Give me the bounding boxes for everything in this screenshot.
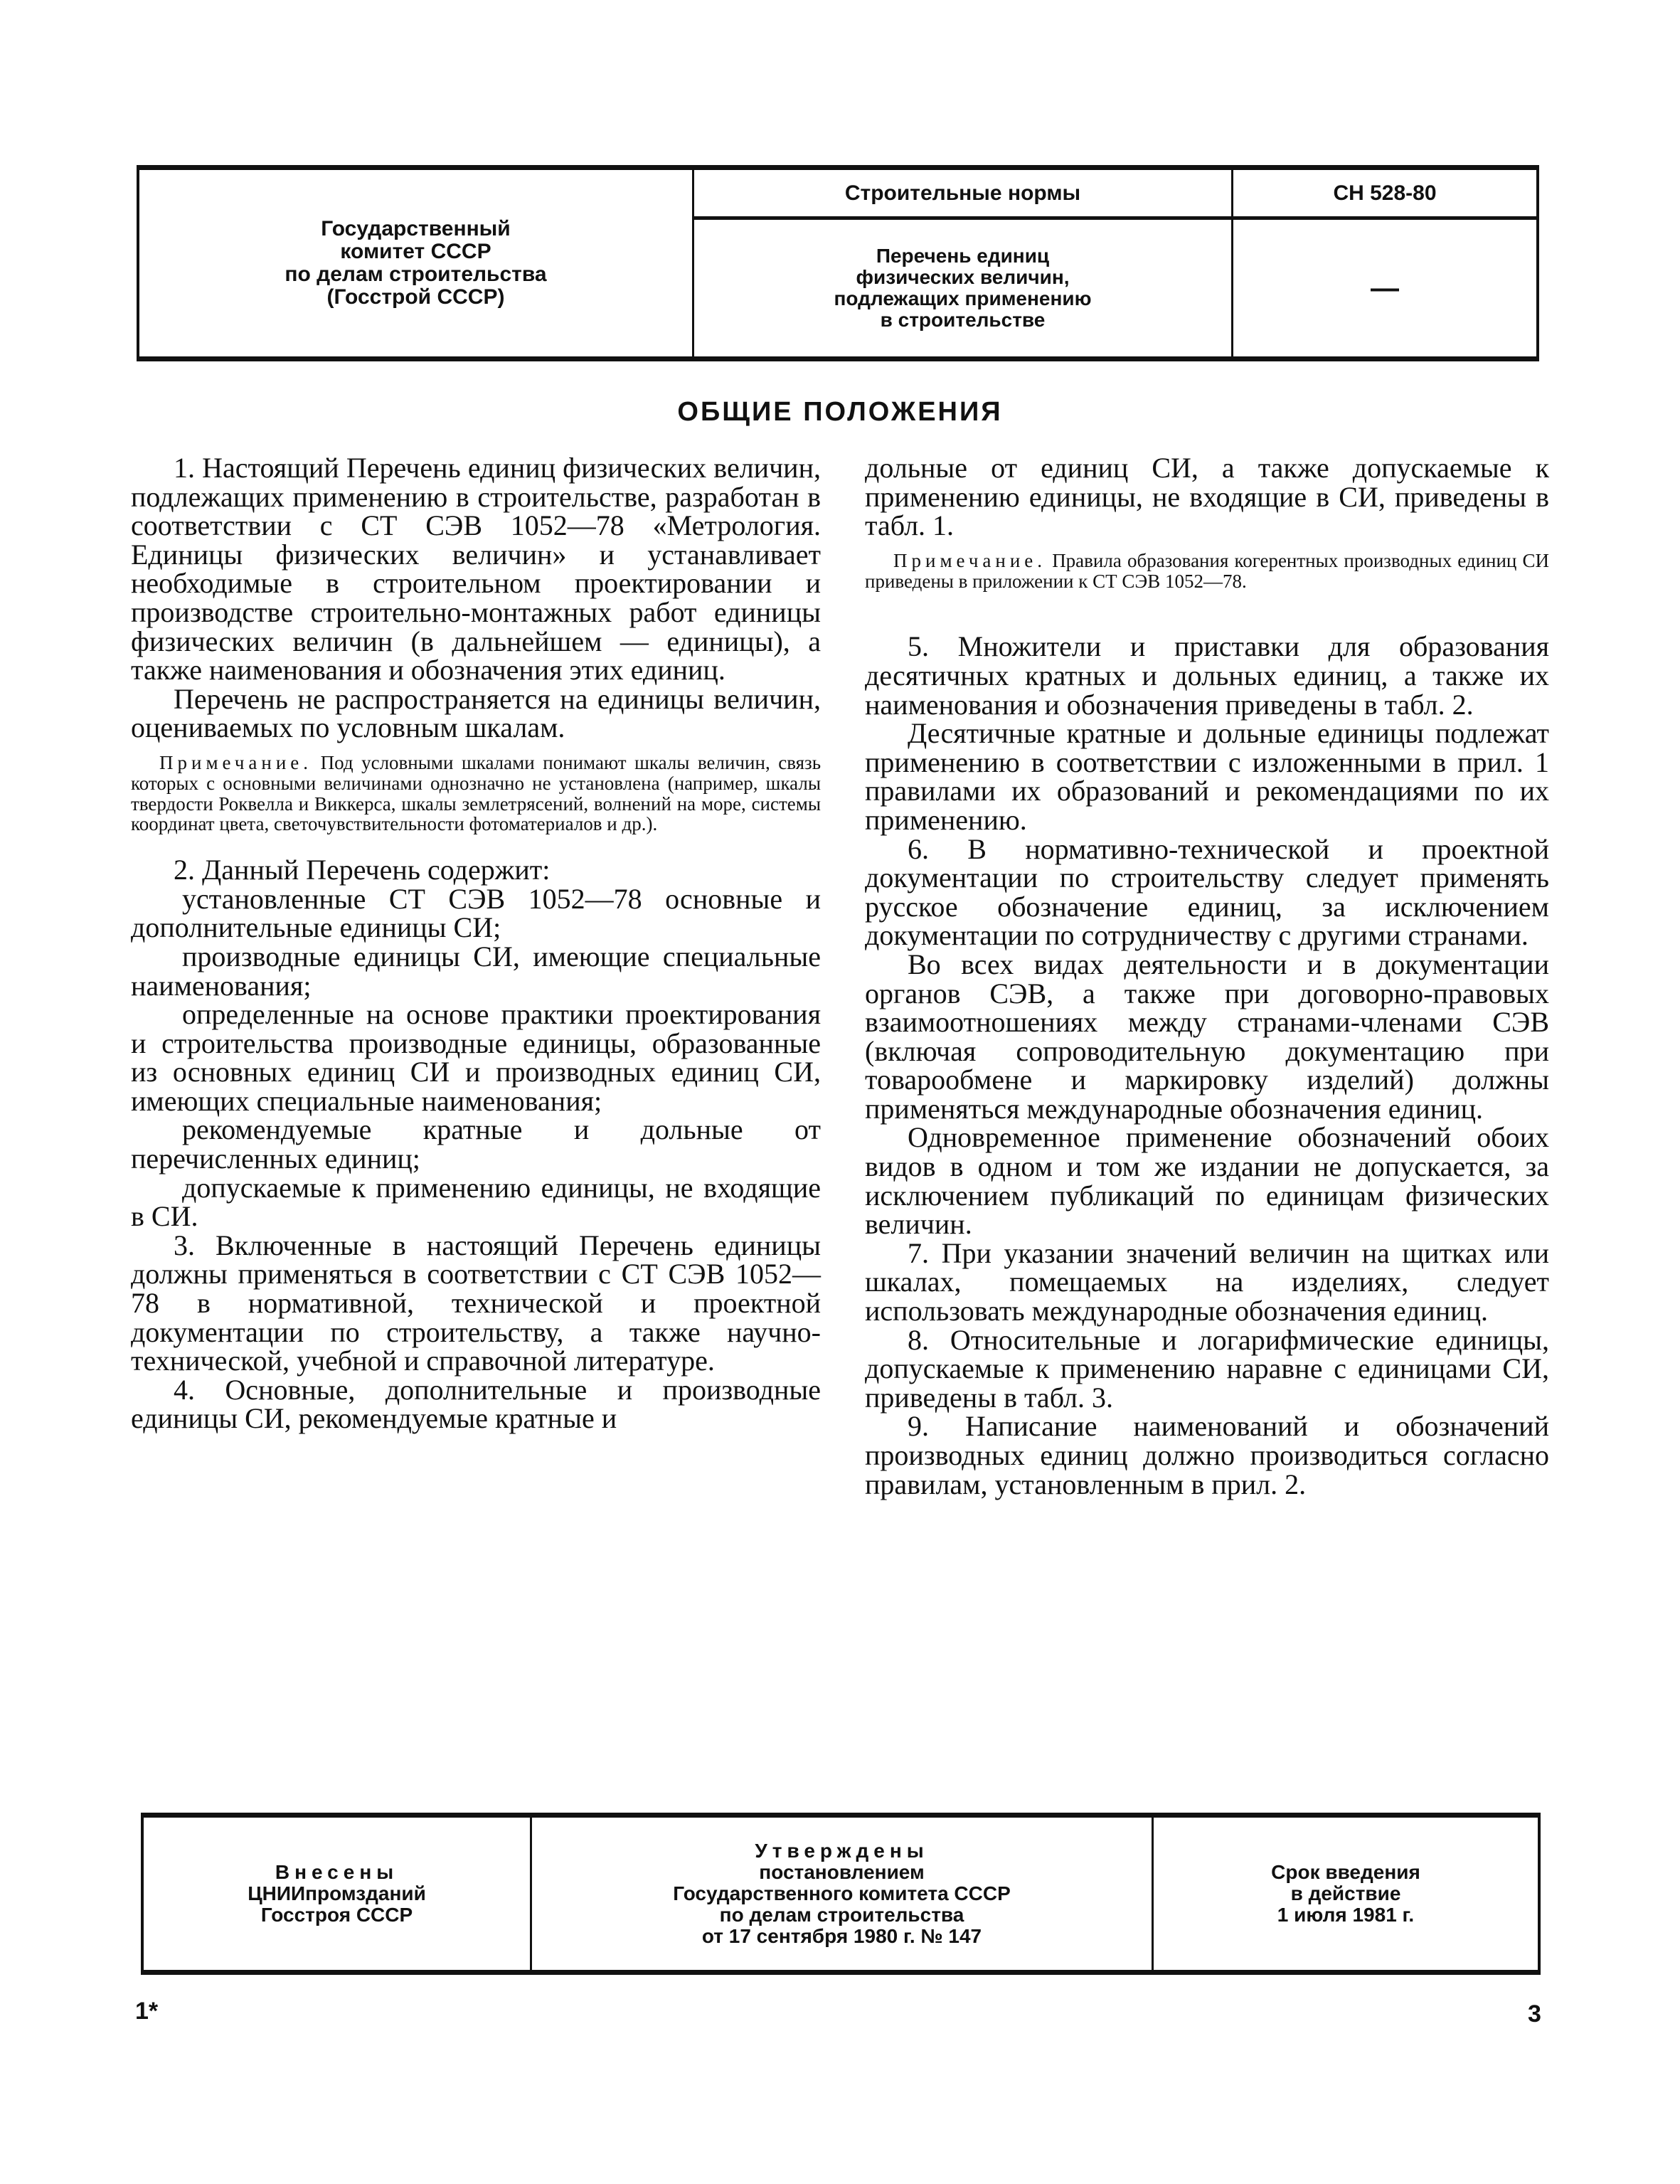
paragraph: 4. Основные, дополнительные и производные единицы СИ, рекомендуемые кратные и: [131, 1373, 821, 1435]
norm-type: Строительные нормы: [694, 170, 1231, 220]
paragraph: 1. Настоящий Перечень единиц физических величин, подлежащих применению в строительстве, разработан в соответствии с СТ СЭВ 1052—78 «Метрология. Единицы физических величин» и устанавливает необходимые в строительном проектировании и производстве строительно-монтажных работ единицы физических величин (в дальнейшем — единицы), а также наименования и обозначения этих единиц.: [131, 452, 821, 687]
footer-table: [141, 1813, 1541, 1975]
note-text: Под условными шкалами понимают шкалы величин, связь которых с основными величинами однозначно не установлена (например, шкалы твердости Роквелла и Виккерса, шкалы землетрясений, волнений на море, системы координат цвета, светочувствительности фотоматериалов и др.).: [131, 751, 822, 835]
paragraph: Перечень не распространяется на единицы величин, оцениваемых по условным шкалам.: [131, 682, 821, 744]
note-label: Примечание.: [159, 751, 313, 773]
document-title-line: подлежащих применению: [834, 287, 1092, 309]
code-cell: [1233, 170, 1536, 356]
list-item: определенные на основе практики проектирования и строительства производные единицы, образованные из основных единиц СИ и производных единиц СИ, имеющих специальные наименования;: [131, 998, 821, 1117]
approved-cell: [532, 1818, 1154, 1970]
paragraph: 9. Написание наименований и обозначений производных единиц должно производиться согласно правилам, установленным в прил. 2.: [865, 1410, 1549, 1500]
document-title-cell: [694, 170, 1233, 356]
approved-line: от 17 сентября 1980 г. № 147: [701, 1925, 982, 1947]
header-table: [137, 165, 1539, 361]
note: [865, 551, 1549, 592]
replaces-cell: [1233, 220, 1536, 356]
submitted-cell: [144, 1818, 532, 1970]
list-item: установленные СТ СЭВ 1052—78 основные и дополнительные единицы СИ;: [131, 882, 821, 944]
paragraph: 3. Включенные в настоящий Перечень единицы должны применяться в соответствии с СТ СЭВ 1052—78 в нормативной, технической и проектной документации по строительству, а также научно-технической, учебной и справочной литературе.: [131, 1229, 821, 1377]
replaces-dash: —: [1371, 272, 1399, 304]
list-item: рекомендуемые кратные и дольные от перечисленных единиц;: [131, 1113, 821, 1175]
section-title: ОБЩИЕ ПОЛОЖЕНИЯ: [677, 397, 1003, 427]
list-item: производные единицы СИ, имеющие специальные наименования;: [131, 940, 821, 1002]
note: [131, 753, 821, 834]
organization-line: Государственный: [321, 217, 511, 240]
paragraph: Одновременное применение обозначений обоих видов в одном и том же издании не допускается, за исключением публикаций по единицам физических величин.: [865, 1121, 1549, 1241]
paragraph: 5. Множители и приставки для образования десятичных кратных и дольных единиц, а также их наименования и обозначения приведены в табл. 2.: [865, 630, 1549, 721]
submitted-label: Внесены: [275, 1861, 399, 1883]
document-title-line: в строительстве: [880, 309, 1046, 331]
effective-line: Срок введения: [1271, 1861, 1420, 1883]
paragraph: Во всех видах деятельности и в документации органов СЭВ, а также при договорно-правовых взаимоотношениях между странами-членами СЭВ (включая сопроводительную документацию при товарообмене и маркировку изделий) должны применяться международные обозначения единиц.: [865, 948, 1549, 1125]
effective-line: 1 июля 1981 г.: [1277, 1904, 1415, 1926]
paragraph: 2. Данный Перечень содержит:: [174, 854, 551, 886]
page-number: 3: [1528, 2000, 1541, 2027]
issuing-organization: [139, 170, 694, 356]
approved-label: Утверждены: [755, 1840, 929, 1862]
approved-line: постановлением: [759, 1861, 925, 1883]
list-item: допускаемые к применению единицы, не входящие в СИ.: [131, 1171, 821, 1233]
submitted-by-line: ЦНИИпромзданий: [248, 1882, 426, 1904]
document-title-line: Перечень единиц: [876, 245, 1050, 267]
paragraph: 8. Относительные и логарифмические единицы, допускаемые к применению наравне с единицами СИ, приведены в табл. 3.: [865, 1323, 1549, 1414]
organization-line: по делам строительства: [285, 263, 547, 286]
organization-line: комитет СССР: [340, 240, 491, 263]
effective-line: в действие: [1290, 1882, 1401, 1904]
document-title-line: физических величин,: [856, 266, 1070, 288]
approved-line: по делам строительства: [719, 1904, 964, 1926]
submitted-by-line: Госстроя СССР: [260, 1904, 413, 1926]
paragraph: 6. В нормативно-технической и проектной документации по строительству следует применять русское обозначение единиц, за исключением документации по сотрудничеству с другими странами.: [865, 832, 1549, 952]
effective-date-cell: [1154, 1818, 1538, 1970]
paragraph: дольные от единиц СИ, а также допускаемые к применению единицы, не входящие в СИ, приведены в табл. 1.: [865, 452, 1549, 542]
organization-line: (Госстрой СССР): [326, 285, 505, 309]
left-column: [131, 454, 821, 1433]
note-text: Правила образования когерентных производных единиц СИ приведены в приложении к СТ СЭВ 1052—78.: [865, 549, 1550, 592]
paragraph: 7. При указании значений величин на щитках или шкалах, помещаемых на изделиях, следует использовать международные обозначения единиц.: [865, 1236, 1549, 1327]
document-code: СН 528-80: [1233, 170, 1536, 220]
paragraph: Десятичные кратные и дольные единицы подлежат применению в соответствии с изложенными в прил. 1 правилами их образований и рекомендациями по их применению.: [865, 717, 1549, 836]
note-label: Примечание.: [893, 549, 1047, 571]
document-title: [694, 220, 1231, 356]
approved-line: Государственного комитета СССР: [673, 1882, 1011, 1904]
signature-mark: 1*: [135, 1998, 159, 2025]
right-column: [865, 454, 1549, 1499]
